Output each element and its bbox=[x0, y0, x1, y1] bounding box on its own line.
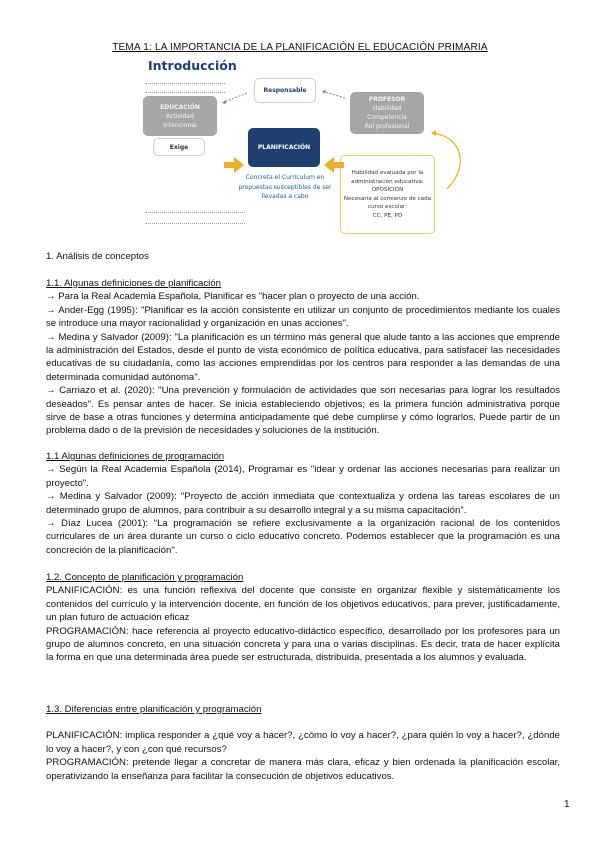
exige-label: Exige bbox=[169, 143, 189, 151]
profesor-line: Competencia bbox=[367, 114, 407, 121]
planificacion-label: PLANIFICACIÓN bbox=[257, 144, 311, 151]
profesor-title: PROFESOR bbox=[368, 96, 406, 103]
diagram-arrows bbox=[100, 56, 500, 226]
left-arrow-icon bbox=[324, 157, 344, 173]
curved-arrow-icon bbox=[432, 133, 460, 189]
concreta-text: Concreta el Currículum en propuestas susceptibles de ser llevadas a cabo bbox=[238, 174, 332, 200]
concept-item: PROGRAMACIÓN: hace referencia al proyecto educativo-didáctico específico, desarrollado por los profesores para un grupo de alumnos concreto, en una situación concreta y para una o varias disciplinas. Es decir, trata de hacer explícita la forma en que una determinada área puede ser estructurada, distribuida, presentada a los alumnos y evaluada. bbox=[46, 625, 560, 664]
definition-item: → Díaz Lucea (2001): "La programación se refiere exclusivamente a la organización racional de los contenidos curriculares de un área durante un curso o ciclo educativo concreto. Podemos establecer que la programación es una concreción de la planificación". bbox=[46, 518, 560, 556]
educacion-line: Intencional bbox=[163, 121, 197, 129]
section-heading: 1.1. Algunas definiciones de planificación bbox=[46, 278, 221, 289]
section-heading: 1.1 Algunas definiciones de programación bbox=[46, 451, 225, 462]
diagram-heading: Introducción bbox=[148, 58, 237, 73]
definition-item: → Ander-Egg (1995): "Planificar es la acción consistente en utilizar un conjunto de procedimientos mediante los cuales se introduce una mayor racionalidad y organización en unas acciones". bbox=[46, 304, 560, 330]
definition-item: → Carriazo et al. (2020): "Una prevención y formulación de actividades que son necesarias para lograr los resultados deseados". Es pensar antes de hacer. Se inicia estableciendo objetivos; es la primera función administrativa porque sirve de base a otras funciones y determina anticipadamente qué debe cumplirse y cómo lograrlos. Puede partir de un problema dado o de la previsión de necesidades y soluciones de la institución. bbox=[46, 385, 560, 437]
difference-item: PLANIFICACIÓN: implica responder a ¿qué voy a hacer?, ¿cómo lo voy a hacer?, ¿para quién lo voy a hacer?, ¿dónde lo voy a hacer?, y con ¿con qué recursos? bbox=[46, 730, 560, 755]
right-arrow-icon bbox=[224, 157, 244, 173]
section-heading: 1.3. Diferencias entre planificación y programación bbox=[46, 704, 262, 715]
section-1-2 bbox=[46, 571, 560, 665]
educacion-line: Actividad bbox=[166, 112, 194, 120]
diagram-note-bottom bbox=[145, 212, 245, 224]
section-heading: 1.2. Concepto de planificación y programación bbox=[46, 572, 244, 583]
habilidad-line: Habilidad evaluada por la administración educativa: bbox=[351, 170, 424, 185]
section-1-1-programacion bbox=[46, 450, 560, 557]
section-1-heading: 1. Análisis de conceptos bbox=[46, 251, 149, 262]
page-number: 1 bbox=[564, 799, 570, 810]
definition-item: → Medina y Salvador (2009): "Proyecto de acción inmediata que contextualiza y ordena las tareas escolares de un determinado grupo de alumnos, para contribuir a su desarrollo integral y a su misma capacitación". bbox=[46, 491, 560, 516]
section-1-3 bbox=[46, 703, 560, 783]
definition-item: → Medina y Salvador (2009): "La planificación es un término más general que alude tanto a las acciones que emprende la administración del Estados, desde el punto de vista económico de política educativa, para satisfacer las necesidades educativas de su ciudadanía, como las acciones emprendidas por los centros para responder a las demandas de una determinada comunidad autónoma". bbox=[46, 331, 560, 383]
concept-item: PLANIFICACIÓN: es una función reflexiva del docente que consiste en organizar flexible y sistemáticamente los contenidos del currículo y la intervención docente, en función de los objetivos educativos, para prever, justificadamente, un plan futuro de actuación eficaz bbox=[46, 585, 560, 624]
definition-item: → Para la Real Academia Española, Planificar es "hacer plan o proyecto de una acción. bbox=[46, 291, 420, 303]
document-title: TEMA 1: LA IMPORTANCIA DE LA PLANIFICACIÓN EL EDUCACIÓN PRIMARIA bbox=[112, 42, 488, 53]
profesor-line: Habilidad bbox=[372, 105, 402, 112]
educacion-title: EDUCACIÓN bbox=[160, 103, 200, 111]
section-1-1 bbox=[46, 277, 560, 438]
habilidad-line: Necesaria al comienzo de cada curso escolar: bbox=[343, 195, 432, 210]
habilidad-line: CC, PE, PD bbox=[372, 212, 403, 219]
introduction-diagram bbox=[100, 56, 500, 226]
difference-item: PROGRAMACIÓN: pretende llegar a concretar de manera más clara, eficaz y bien ordenada la planificación escolar, operativizando la enseñanza para facilitar la consecución de objetivos educativos. bbox=[46, 757, 560, 782]
definition-item: → Según la Real Academia Española (2014), Programar es "idear y ordenar las acciones necesarias para realizar un proyecto". bbox=[46, 464, 560, 489]
profesor-line: Rol profesional bbox=[364, 123, 410, 130]
habilidad-line: OPOSICIÓN bbox=[371, 187, 404, 193]
responsable-label: Responsable bbox=[263, 87, 307, 94]
